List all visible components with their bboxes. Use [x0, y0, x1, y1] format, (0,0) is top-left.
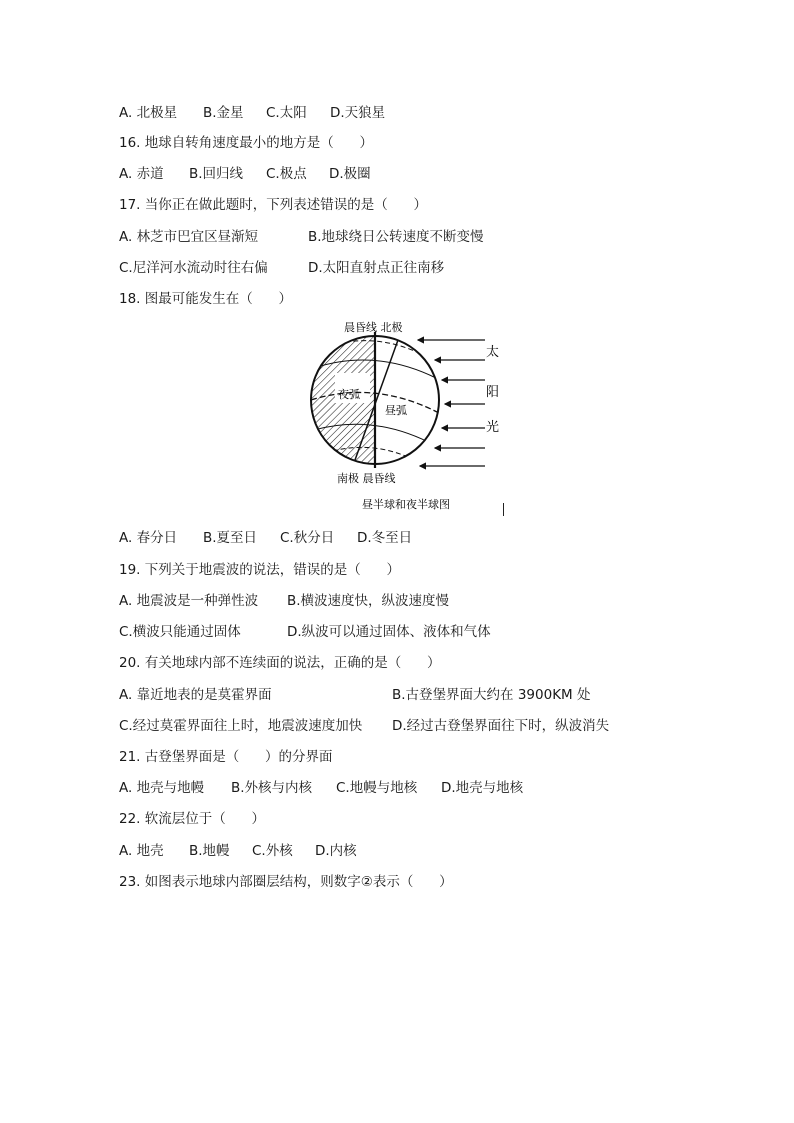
bottom-label: 南极 晨昏线 [337, 472, 396, 485]
day-arc-label: 昼弧 [385, 404, 407, 417]
q15-option-d: D.天狼星 [330, 105, 386, 121]
q23-stem: 23. 如图表示地球内部圈层结构，则数字②表示（ ） [119, 874, 453, 890]
q16-stem: 16. 地球自转角速度最小的地方是（ ） [119, 135, 374, 151]
q15-option-c: C.太阳 [266, 105, 307, 121]
sun-rays [418, 340, 485, 466]
figure-caption: 昼半球和夜半球图 [362, 498, 450, 511]
q22-option-c: C.外核 [252, 843, 293, 859]
q22-option-a: A. 地壳 [119, 843, 164, 859]
q21-option-b: B.外核与内核 [231, 780, 313, 796]
q18-option-b: B.夏至日 [203, 530, 258, 546]
q16-option-b: B.回归线 [189, 166, 244, 182]
q20-option-d: D.经过古登堡界面往下时，纵波消失 [392, 718, 610, 734]
q18-option-d: D.冬至日 [357, 530, 413, 546]
q20-option-a: A. 靠近地表的是莫霍界面 [119, 687, 272, 703]
q18-option-a: A. 春分日 [119, 530, 178, 546]
q17-option-b: B.地球绕日公转速度不断变慢 [308, 229, 484, 245]
q18-option-c: C.秋分日 [280, 530, 335, 546]
q19-option-d: D.纵波可以通过固体、液体和气体 [287, 624, 491, 640]
q20-option-b: B.古登堡界面大约在 3900KM 处 [392, 687, 591, 703]
sun-char-1: 太 [486, 345, 500, 360]
q17-option-c: C.尼洋河水流动时往右偏 [119, 260, 268, 276]
q22-option-b: B.地幔 [189, 843, 230, 859]
q20-stem: 20. 有关地球内部不连续面的说法，正确的是（ ） [119, 655, 441, 671]
q16-option-c: C.极点 [266, 166, 307, 182]
night-arc-label: 夜弧 [338, 388, 360, 401]
q20-option-c: C.经过莫霍界面往上时，地震波速度加快 [119, 718, 363, 734]
globe-diagram [300, 318, 515, 518]
sun-char-2: 阳 [486, 385, 500, 400]
q22-stem: 22. 软流层位于（ ） [119, 811, 266, 827]
q17-option-d: D.太阳直射点正往南移 [308, 260, 445, 276]
q16-option-a: A. 赤道 [119, 166, 164, 182]
q17-stem: 17. 当你正在做此题时，下列表述错误的是（ ） [119, 197, 428, 213]
q18-stem: 18. 图最可能发生在（ ） [119, 291, 293, 307]
q21-option-a: A. 地壳与地幔 [119, 780, 205, 796]
q17-option-a: A. 林芝市巴宜区昼渐短 [119, 229, 259, 245]
q16-option-d: D.极圈 [329, 166, 371, 182]
q22-option-d: D.内核 [315, 843, 357, 859]
q19-stem: 19. 下列关于地震波的说法，错误的是（ ） [119, 562, 401, 578]
q21-option-d: D.地壳与地核 [441, 780, 524, 796]
q19-option-b: B.横波速度快，纵波速度慢 [287, 593, 450, 609]
q15-option-b: B.金星 [203, 105, 244, 121]
q21-stem: 21. 古登堡界面是（ ）的分界面 [119, 749, 333, 765]
q15-option-a: A. 北极星 [119, 105, 178, 121]
top-label: 晨昏线 北极 [344, 321, 403, 334]
sun-char-3: 光 [486, 420, 500, 435]
q19-option-c: C.横波只能通过固体 [119, 624, 241, 640]
day-night-hemisphere-figure [300, 318, 515, 518]
q19-option-a: A. 地震波是一种弹性波 [119, 593, 259, 609]
text-cursor [503, 503, 504, 516]
q21-option-c: C.地幔与地核 [336, 780, 418, 796]
